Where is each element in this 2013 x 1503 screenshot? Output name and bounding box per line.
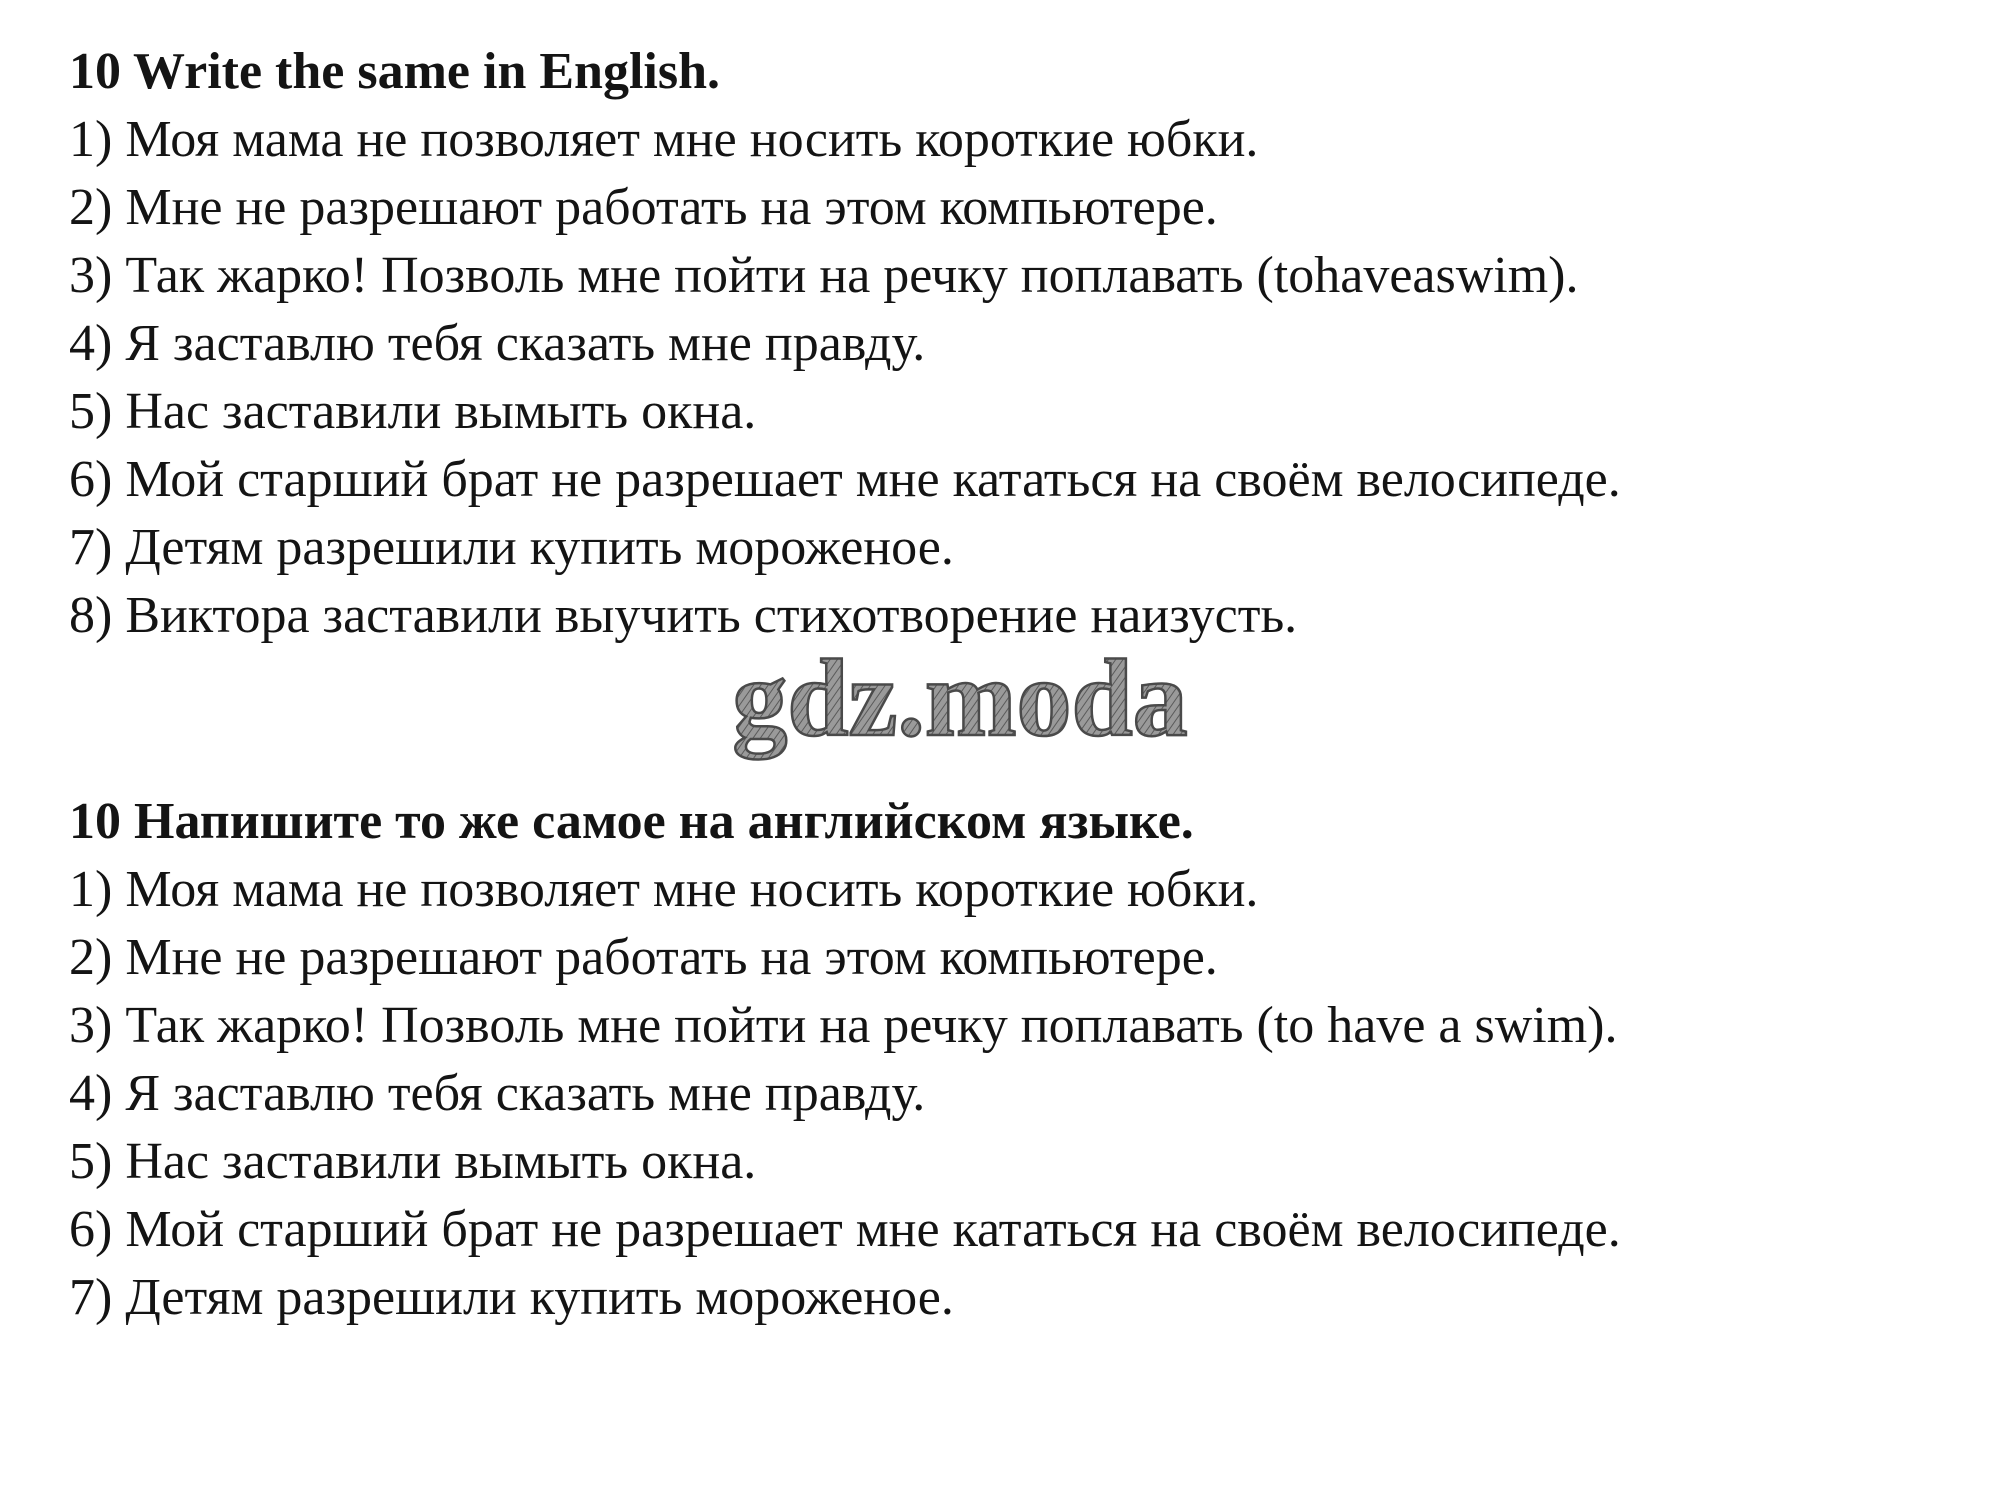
item-text: Мне не разрешают работать на этом компьютере. (125, 179, 1218, 236)
item-text: Так жарко! Позволь мне пойти на речку поплавать (to have a swim). (125, 997, 1618, 1054)
item-number: 6) (69, 1201, 113, 1258)
exercise-item (69, 174, 1969, 242)
exercise-item (69, 856, 1969, 924)
item-number: 7) (69, 519, 113, 576)
item-number: 6) (69, 451, 113, 508)
exercise-item (69, 514, 1969, 582)
exercise-item (69, 378, 1969, 446)
item-text: Мой старший брат не разрешает мне кататься на своём велосипеде. (125, 1201, 1621, 1258)
item-number: 3) (69, 247, 113, 304)
russian-exercise-section (69, 788, 1969, 1332)
item-number: 5) (69, 383, 113, 440)
item-text: Так жарко! Позволь мне пойти на речку поплавать (tohaveaswim). (125, 247, 1579, 304)
item-number: 5) (69, 1133, 113, 1190)
item-text: Нас заставили вымыть окна. (125, 383, 757, 440)
exercise-item (69, 1128, 1969, 1196)
item-text: Нас заставили вымыть окна. (125, 1133, 757, 1190)
exercise-item (69, 1196, 1969, 1264)
item-number: 4) (69, 315, 113, 372)
exercise-item (69, 1264, 1969, 1332)
item-text: Виктора заставили выучить стихотворение наизусть. (125, 587, 1298, 644)
item-number: 3) (69, 997, 113, 1054)
item-text: Детям разрешили купить мороженое. (125, 1269, 954, 1326)
item-number: 4) (69, 1065, 113, 1122)
item-text: Мой старший брат не разрешает мне кататься на своём велосипеде. (125, 451, 1621, 508)
exercise-heading-russian: 10 Напишите то же самое на английском языке. (69, 793, 1194, 850)
exercise-heading-english: 10 Write the same in English. (69, 43, 721, 100)
exercise-item (69, 446, 1969, 514)
item-text: Мне не разрешают работать на этом компьютере. (125, 929, 1218, 986)
item-text: Детям разрешили купить мороженое. (125, 519, 954, 576)
watermark-logo (660, 640, 1260, 780)
exercise-item (69, 106, 1969, 174)
item-text: Моя мама не позволяет мне носить короткие юбки. (125, 861, 1259, 918)
item-number: 1) (69, 861, 113, 918)
watermark-text: gdz.moda (732, 640, 1188, 759)
exercise-item (69, 242, 1969, 310)
item-text: Я заставлю тебя сказать мне правду. (125, 1065, 926, 1122)
english-exercise-section (69, 38, 1969, 650)
watermark-logo-graphic (660, 640, 1260, 780)
exercise-item (69, 1060, 1969, 1128)
item-number: 1) (69, 111, 113, 168)
exercise-item (69, 310, 1969, 378)
item-text: Моя мама не позволяет мне носить короткие юбки. (125, 111, 1259, 168)
item-number: 2) (69, 929, 113, 986)
exercise-item (69, 924, 1969, 992)
item-number: 2) (69, 179, 113, 236)
exercise-item (69, 992, 1969, 1060)
item-number: 8) (69, 587, 113, 644)
item-text: Я заставлю тебя сказать мне правду. (125, 315, 926, 372)
item-number: 7) (69, 1269, 113, 1326)
